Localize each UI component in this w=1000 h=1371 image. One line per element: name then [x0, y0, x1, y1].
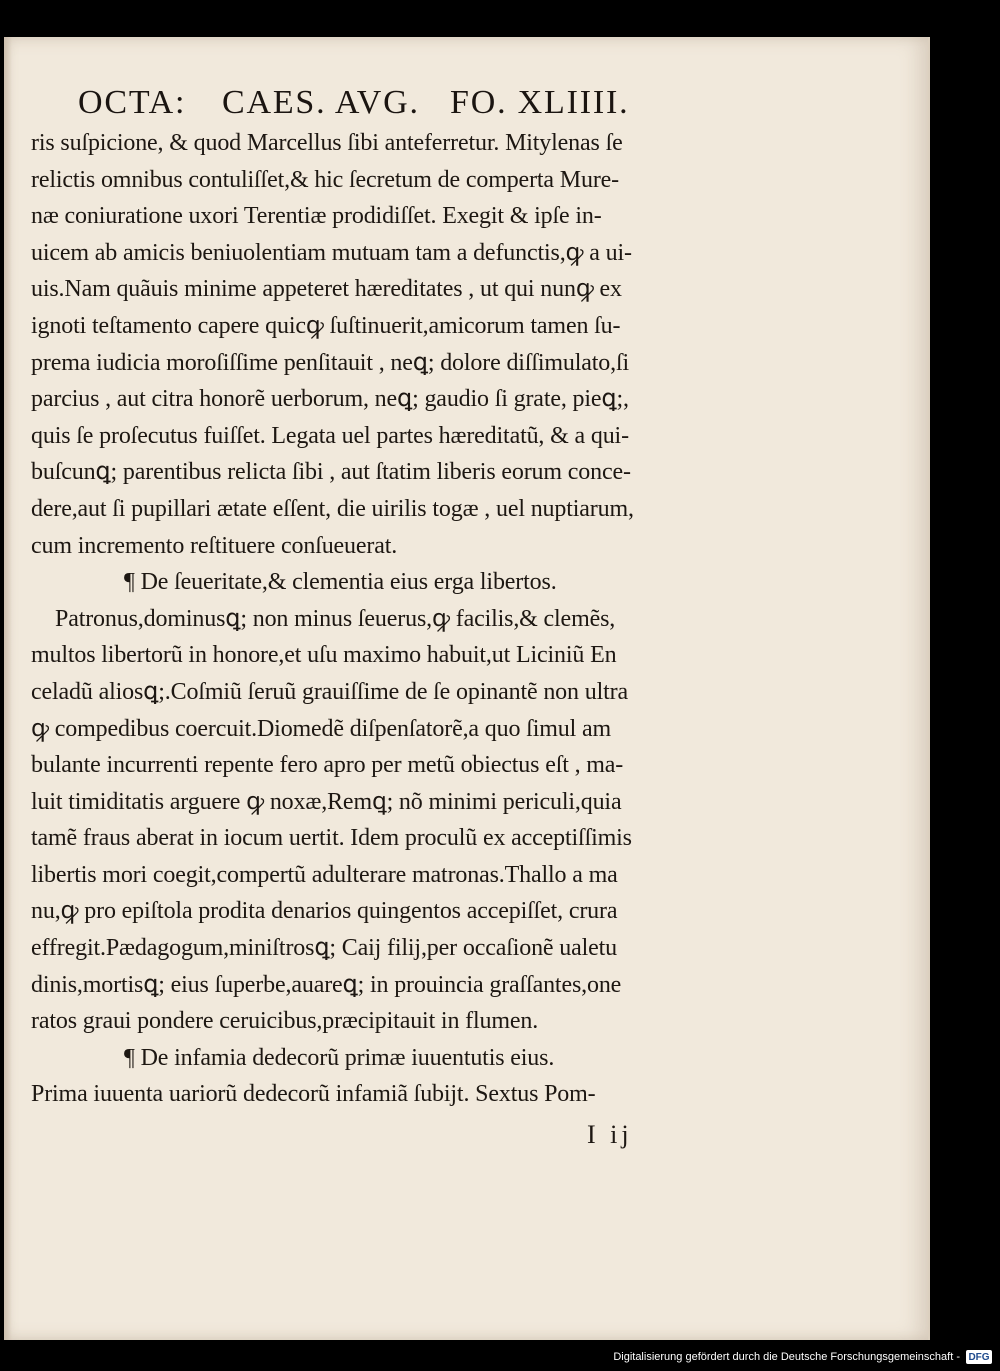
digitization-credit [613, 1350, 992, 1364]
text-line: ratos graui pondere ceruicibus,præcipitauit in flumen. [31, 1008, 539, 1035]
text-line: Prima iuuenta uariorũ dedecorũ infamiã ſubijt. Sextus Pom- [31, 1081, 596, 1108]
text-line: bulante incurrenti repente fero apro per metũ obiectus eſt , ma- [31, 752, 624, 779]
text-line: luit timiditatis arguere ꝙ noxæ,Remꝗ; nõ minimi periculi,quia [31, 788, 622, 815]
text-line: relictis omnibus contuliſſet,& hic ſecretum de comperta Mure- [31, 166, 620, 193]
running-head-part-2: CAES. AVG. [222, 84, 420, 121]
text-line: parcius , aut citra honorẽ uerborum, neꝗ; gaudio ſi grate, pieꝗ;, [31, 386, 629, 413]
text-line: ris suſpicione, & quod Marcellus ſibi anteferretur. Mitylenas ſe [31, 130, 623, 156]
text-line: næ coniuratione uxori Terentiæ prodidiſſet. Exegit & ipſe in- [31, 203, 602, 230]
text-line: dinis,mortisꝗ; eius ſuperbe,auareꝗ; in prouincia graſſantes,one [31, 971, 622, 998]
running-head-part-1: OCTA: [78, 84, 187, 121]
text-line: uicem ab amicis beniuolentiam mutuam tam a defunctis,ꝙ a ui- [31, 239, 632, 266]
text-line: Patronus,dominusꝗ; non minus ſeuerus,ꝙ facilis,& clemẽs, [55, 605, 616, 632]
page-gutter-shadow [4, 37, 12, 1340]
text-line: quis ſe proſecutus fuiſſet. Legata uel partes hæreditatũ, & a qui- [31, 422, 629, 449]
section-heading: ¶ De ſeueritate,& clementia eius erga libertos. [124, 569, 557, 596]
text-line: ꝙ compedibus coercuit.Diomedẽ diſpenſatorẽ,a quo ſimul am [31, 715, 611, 742]
signature-mark: I ij [587, 1120, 633, 1149]
text-line: effregit.Pædagogum,miniſtrosꝗ; Caij filij,per occaſionẽ ualetu [31, 935, 618, 962]
text-line: buſcunꝗ; parentibus relicta ſibi , aut ſtatim liberis eorum conce- [31, 459, 631, 486]
text-line: multos libertorũ in honore,et uſu maximo habuit,ut Liciniũ En [31, 642, 617, 669]
text-line: ignoti teſtamento capere quicꝙ ſuſtinuerit,amicorum tamen ſu- [31, 312, 621, 339]
running-head-folio: FO. XLIIII. [450, 84, 630, 121]
text-line: prema iudicia moroſiſſime penſitauit , neꝗ; dolore diſſimulato,ſi [31, 349, 630, 376]
main-text [31, 125, 681, 1113]
text-line: nu,ꝙ pro epiſtola prodita denarios quingentos accepiſſet, crura [31, 898, 618, 925]
book-page [4, 37, 930, 1340]
text-line: libertis mori coegit,compertũ adulterare matronas.Thallo a ma [31, 861, 618, 888]
dfg-logo: DFG [966, 1350, 992, 1364]
text-line: tamẽ fraus aberat in iocum uertit. Idem proculũ ex acceptiſſimis [31, 825, 632, 852]
running-head [78, 84, 658, 128]
text-line: cum incremento reſtituere conſueuerat. [31, 532, 398, 559]
text-line: celadũ aliosꝗ;.Coſmiũ ſeruũ grauiſſime de ſe opinantẽ non ultra [31, 678, 628, 705]
text-line: uis.Nam quãuis minime appeteret hæreditates , ut qui nunꝙ ex [31, 276, 622, 303]
section-heading: ¶ De infamia dedecorũ primæ iuuentutis eius. [124, 1044, 555, 1071]
text-line: dere,aut ſi pupillari ætate eſſent, die uirilis togæ , uel nuptiarum, [31, 495, 634, 522]
credit-text: Digitalisierung gefördert durch die Deutsche Forschungsgemeinschaft - [613, 1351, 960, 1363]
